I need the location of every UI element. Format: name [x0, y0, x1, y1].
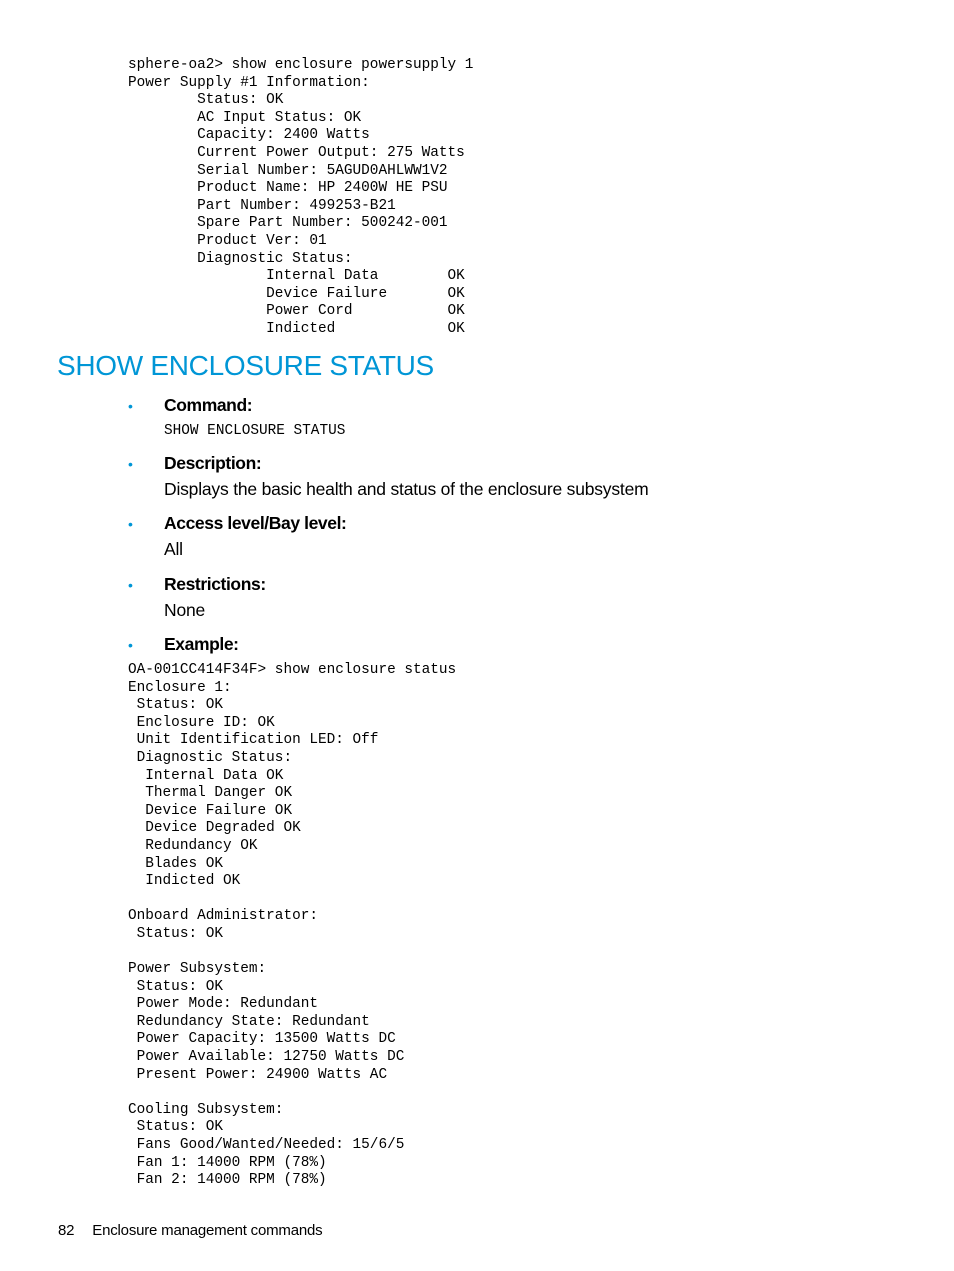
page-footer	[58, 1222, 322, 1239]
bullet-icon: •	[128, 577, 133, 593]
bullet-icon: •	[128, 637, 133, 653]
access-level-label: Access level/Bay level:	[164, 513, 347, 533]
description-label: Description:	[164, 453, 262, 473]
access-level-value: All	[164, 539, 183, 559]
example-label: Example:	[164, 634, 239, 654]
chapter-title: Enclosure management commands	[92, 1222, 323, 1239]
enclosure-status-code-example: OA-001CC414F34F> show enclosure status Enclosure 1: Status: OK Enclosure ID: OK Unit Identification LED: Off Diagnostic Status: Internal Data OK Thermal Danger OK Device Failure OK Device Degraded OK Redundancy OK Blades OK Indicted OK Onboard Administrator: Status: OK Power Subsystem: Status: OK Power Mode: Redundant Redundancy State: Redundant Power Capacity: 13500 Watts DC Power Available: 12750 Watts DC Present Power: 24900 Watts AC Cooling Subsystem: Status: OK Fans Good/Wanted/Needed: 15/6/5 Fan 1: 14000 RPM (78%) Fan 2: 14000 RPM (78%)	[128, 662, 457, 1189]
page-number: 82	[58, 1222, 75, 1239]
powersupply-code-example: sphere-oa2> show enclosure powersupply 1 Power Supply #1 Information: Status: OK AC Input Status: OK Capacity: 2400 Watts Current Power Output: 275 Watts Serial Number: 5AGUD0AHLWW1V2 Product Name: HP 2400W HE PSU Part Number: 499253-B21 Spare Part Number: 500242-001 Product Ver: 01 Diagnostic Status: Internal Data OK Device Failure OK Power Cord OK Indicted OK	[128, 57, 474, 337]
command-label: Command:	[164, 395, 253, 415]
bullet-icon: •	[128, 398, 133, 414]
bullet-icon: •	[128, 516, 133, 532]
restrictions-label: Restrictions:	[164, 574, 266, 594]
description-value: Displays the basic health and status of the enclosure subsystem	[164, 479, 649, 499]
bullet-icon: •	[128, 456, 133, 472]
restrictions-value: None	[164, 600, 206, 620]
command-value: SHOW ENCLOSURE STATUS	[164, 423, 346, 439]
section-heading: SHOW ENCLOSURE STATUS	[57, 350, 434, 381]
